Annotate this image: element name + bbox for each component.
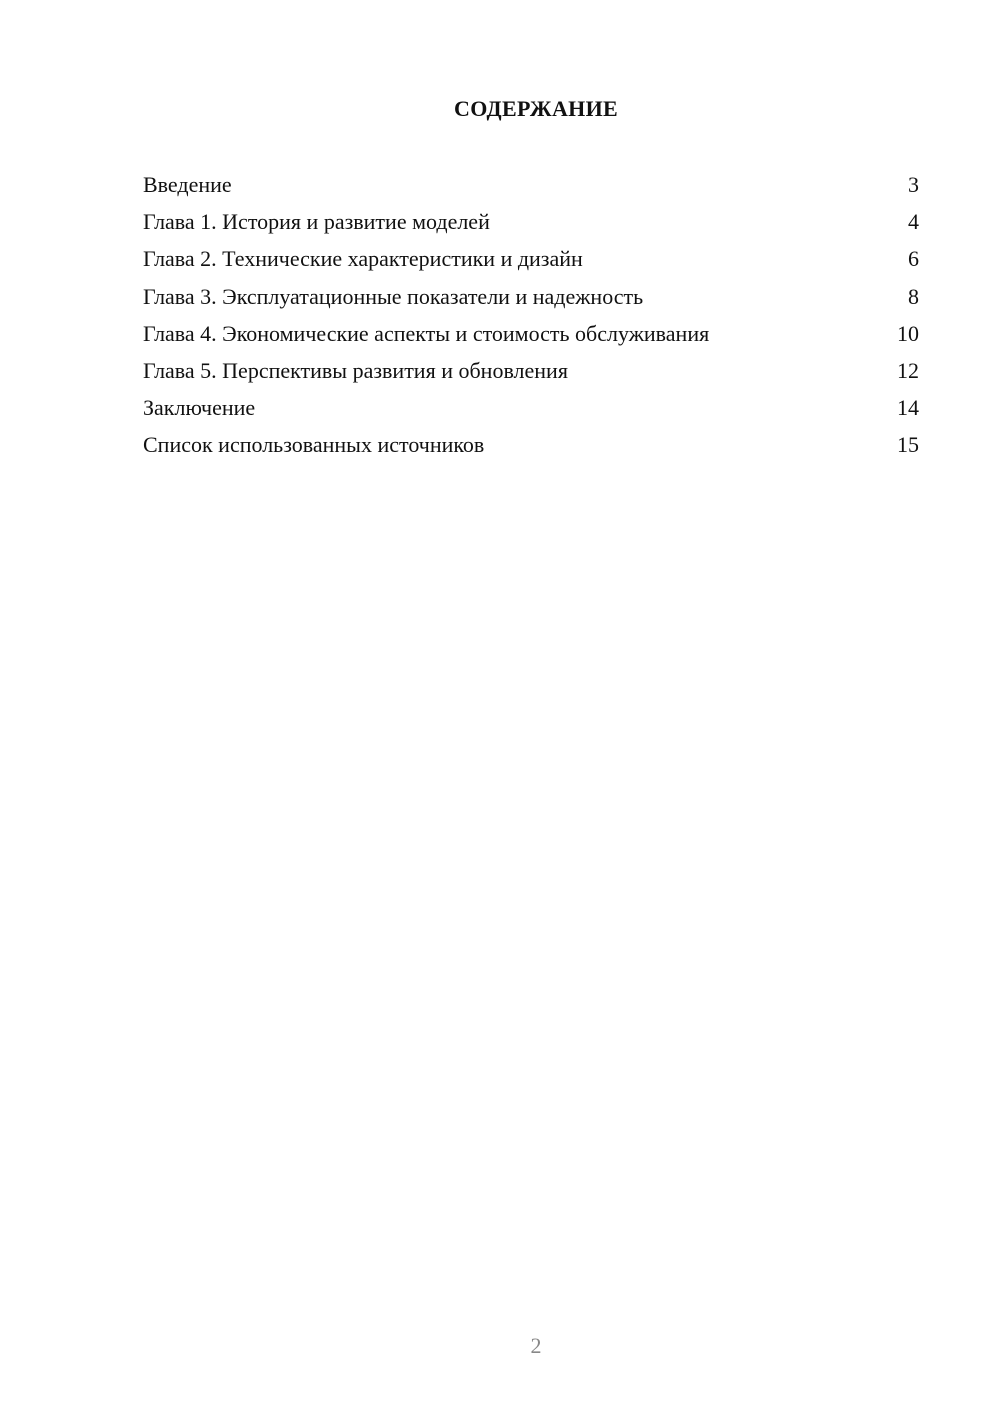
toc-entry-label: Глава 4. Экономические аспекты и стоимость обслуживания: [143, 320, 710, 346]
toc-entry-chapter-2: [143, 243, 919, 280]
toc-entry-page: 3: [908, 172, 919, 197]
toc-entry-page: 15: [897, 432, 919, 458]
toc-entry-page: 6: [908, 246, 919, 272]
toc-entry-references: [143, 429, 919, 466]
toc-entry-label: Глава 3. Эксплуатационные показатели и надежность: [143, 283, 644, 309]
toc-entry-label: Глава 2. Технические характеристики и дизайн: [143, 246, 583, 272]
toc-entry-page: 10: [897, 320, 919, 346]
toc-entry-page: 8: [908, 283, 919, 309]
toc-entry-introduction: [143, 169, 919, 206]
toc-entry-label: Список использованных источников: [143, 432, 485, 458]
toc-entry-label: Введение: [143, 172, 232, 197]
toc-entry-page: 4: [908, 209, 919, 235]
toc-entry-label: Заключение: [143, 395, 256, 421]
toc-entry-page: 12: [897, 357, 919, 383]
toc-entry-chapter-5: [143, 355, 919, 392]
page-number: 2: [530, 1333, 542, 1358]
toc-entry-label: Глава 5. Перспективы развития и обновления: [143, 357, 568, 383]
table-of-contents: [143, 169, 919, 467]
toc-entry-page: 14: [897, 395, 919, 421]
toc-entry-conclusion: [143, 392, 919, 429]
toc-entry-chapter-3: [143, 281, 919, 318]
toc-entry-label: Глава 1. История и развитие моделей: [143, 209, 490, 235]
toc-entry-chapter-4: [143, 318, 919, 355]
toc-entry-chapter-1: [143, 206, 919, 243]
page-title: СОДЕРЖАНИЕ: [454, 96, 618, 121]
